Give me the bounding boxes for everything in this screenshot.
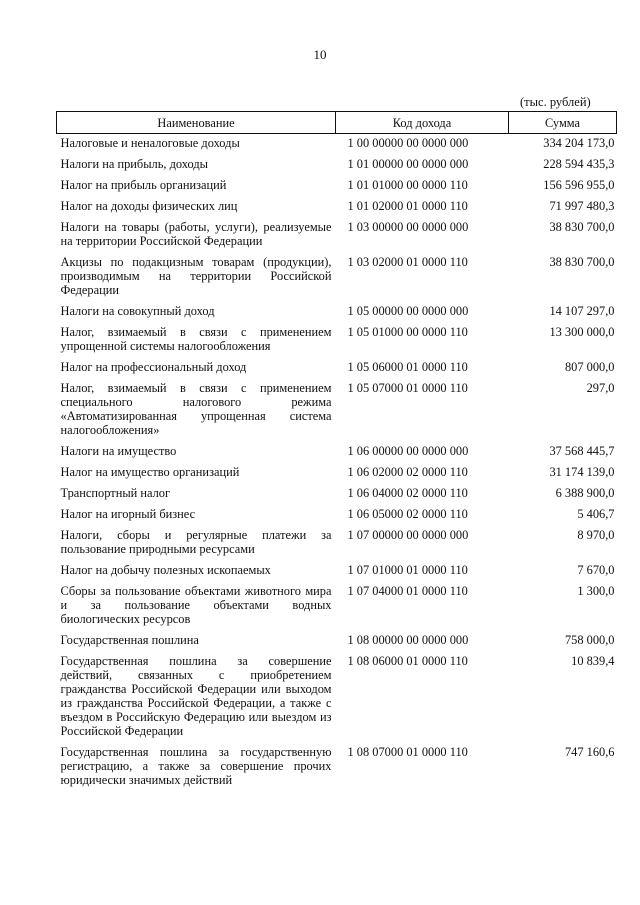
cell-name: Налоги, сборы и регулярные платежи за пользование природными ресурсами — [60, 528, 332, 556]
cell-name: Налоги на прибыль, доходы — [60, 157, 208, 171]
cell-code: 1 08 06000 01 0000 110 — [347, 654, 468, 668]
cell-name: Налог на имущество организаций — [60, 465, 240, 479]
table-row — [57, 654, 617, 745]
cell-code: 1 01 01000 00 0000 110 — [347, 178, 468, 192]
header-name: Наименование — [57, 112, 336, 134]
cell-code: 1 03 00000 00 0000 000 — [347, 220, 469, 234]
table-row — [57, 134, 617, 158]
table-row — [57, 157, 617, 178]
cell-name: Налог, взимаемый в связи с применением упрощенной системы налогообложения — [60, 325, 332, 353]
units-label: (тыс. рублей) — [520, 95, 591, 109]
cell-sum: 1 300,0 — [577, 584, 615, 598]
cell-sum: 807 000,0 — [564, 360, 615, 374]
cell-sum: 38 830 700,0 — [549, 255, 615, 269]
cell-code: 1 07 04000 01 0000 110 — [347, 584, 468, 598]
table-row — [57, 360, 617, 381]
table-row — [57, 220, 617, 255]
table-row — [57, 465, 617, 486]
cell-code: 1 01 00000 00 0000 000 — [347, 157, 469, 171]
cell-name: Налог, взимаемый в связи с применением специального налогового режима «Автоматизированная упрощенная система налогообложения» — [60, 381, 332, 437]
cell-name: Налог на игорный бизнес — [60, 507, 196, 521]
table-row — [57, 584, 617, 633]
cell-name: Налоги на товары (работы, услуги), реализуемые на территории Российской Федерации — [60, 220, 332, 248]
header-code: Код дохода — [336, 112, 509, 134]
cell-code: 1 06 05000 02 0000 110 — [347, 507, 468, 521]
cell-sum: 228 594 435,3 — [543, 157, 615, 171]
table-row — [57, 199, 617, 220]
table-row — [57, 381, 617, 444]
cell-sum: 10 839,4 — [571, 654, 615, 668]
table-row — [57, 255, 617, 304]
revenue-table — [56, 111, 617, 794]
cell-sum: 7 670,0 — [577, 563, 615, 577]
cell-sum: 334 204 173,0 — [543, 136, 615, 150]
cell-code: 1 03 02000 01 0000 110 — [347, 255, 468, 269]
cell-code: 1 08 00000 00 0000 000 — [347, 633, 469, 647]
cell-name: Акцизы по подакцизным товарам (продукции), производимым на территории Российской Федерации — [60, 255, 332, 297]
cell-code: 1 07 01000 01 0000 110 — [347, 563, 468, 577]
cell-name: Налоговые и неналоговые доходы — [60, 136, 240, 150]
page-number: 10 — [313, 47, 327, 62]
cell-sum: 31 174 139,0 — [549, 465, 615, 479]
cell-name: Сборы за пользование объектами животного мира и за пользование объектами водных биологических ресурсов — [60, 584, 332, 626]
cell-sum: 5 406,7 — [577, 507, 615, 521]
cell-code: 1 06 02000 02 0000 110 — [347, 465, 468, 479]
cell-sum: 758 000,0 — [564, 633, 615, 647]
table-row — [57, 633, 617, 654]
cell-sum: 8 970,0 — [577, 528, 615, 542]
table-row — [57, 528, 617, 563]
cell-sum: 71 997 480,3 — [549, 199, 615, 213]
table-row — [57, 178, 617, 199]
table-row — [57, 507, 617, 528]
cell-name: Налоги на совокупный доход — [60, 304, 215, 318]
cell-name: Налоги на имущество — [60, 444, 177, 458]
cell-code: 1 06 00000 00 0000 000 — [347, 444, 469, 458]
cell-sum: 6 388 900,0 — [555, 486, 615, 500]
table-row — [57, 563, 617, 584]
table-row — [57, 486, 617, 507]
cell-code: 1 05 00000 00 0000 000 — [347, 304, 469, 318]
table-body — [57, 134, 617, 795]
cell-name: Налог на доходы физических лиц — [60, 199, 238, 213]
cell-sum: 156 596 955,0 — [543, 178, 615, 192]
cell-sum: 14 107 297,0 — [549, 304, 615, 318]
table-row — [57, 745, 617, 794]
table-header-row — [57, 112, 617, 134]
cell-name: Налог на прибыль организаций — [60, 178, 227, 192]
cell-name: Государственная пошлина за совершение действий, связанных с приобретением гражданства Российской Федерации или выходом из гражданства Российской Федерации, а также с въездом в Российскую Федерацию или выездом из Российской Федерации — [60, 654, 332, 738]
cell-sum: 37 568 445,7 — [549, 444, 615, 458]
cell-name: Государственная пошлина за государственную регистрацию, а также за совершение прочих юридически значимых действий — [60, 745, 332, 787]
header-sum: Сумма — [509, 112, 617, 134]
table-row — [57, 325, 617, 360]
cell-code: 1 05 01000 00 0000 110 — [347, 325, 468, 339]
cell-code: 1 06 04000 02 0000 110 — [347, 486, 468, 500]
cell-sum: 297,0 — [586, 381, 615, 395]
cell-sum: 13 300 000,0 — [549, 325, 615, 339]
cell-code: 1 08 07000 01 0000 110 — [347, 745, 468, 759]
cell-name: Налог на добычу полезных ископаемых — [60, 563, 271, 577]
cell-code: 1 01 02000 01 0000 110 — [347, 199, 468, 213]
cell-code: 1 00 00000 00 0000 000 — [347, 136, 469, 150]
cell-code: 1 05 07000 01 0000 110 — [347, 381, 468, 395]
cell-name: Налог на профессиональный доход — [60, 360, 247, 374]
table-row — [57, 444, 617, 465]
cell-name: Государственная пошлина — [60, 633, 199, 647]
cell-code: 1 07 00000 00 0000 000 — [347, 528, 469, 542]
cell-name: Транспортный налог — [60, 486, 171, 500]
cell-sum: 38 830 700,0 — [549, 220, 615, 234]
table-row — [57, 304, 617, 325]
cell-code: 1 05 06000 01 0000 110 — [347, 360, 468, 374]
cell-sum: 747 160,6 — [564, 745, 615, 759]
